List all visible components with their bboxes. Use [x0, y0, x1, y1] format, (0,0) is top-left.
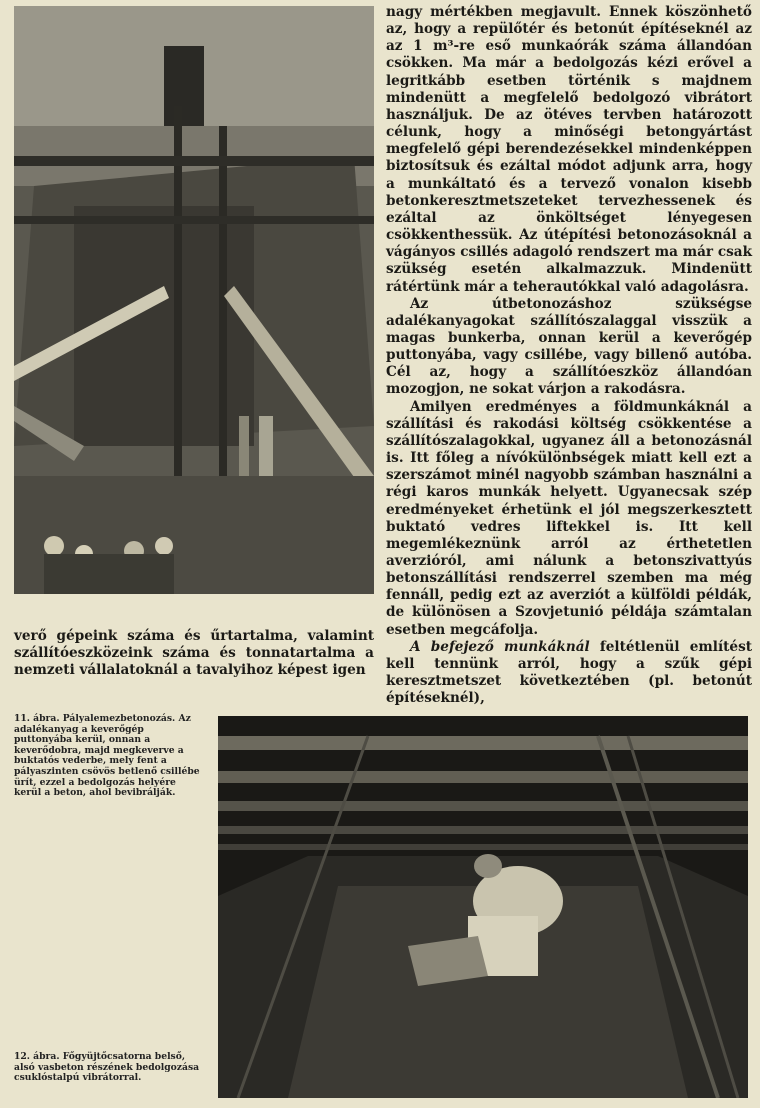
paragraph: Az útbetonozáshoz szükségse adalékanyagokat szállítószalaggal visszük a magas bunkerba, onnan kerül a keverőgép puttonyába, vagy csillébe, vagy billenő autóba. Cél az, hogy a szállítóeszköz állandóan mozogjon, ne sokat várjon a rakodásra. [386, 295, 752, 398]
paragraph-text: feltétlenül említést kell tennünk arról, hogy a szűk gépi keresztmetszet következtében (pl. betonút építéseknél), [386, 638, 752, 707]
paragraph: nagy mértékben megjavult. Ennek köszönhető az, hogy a repülőtér és betonút építéseknél az az 1 m³-re eső munkaórák száma állandóan csökken. Ma már a bedolgozás kézi erővel a legritkább esetben történik s majdnem mindenütt a megfelelő bedolgozó vibrátort használjuk. De az ötéves tervben határozott célunk, hogy a minőségi betongyártást megfelelő gépi berendezésekkel mindenképpen biztosítsuk és ezáltal módot adjunk arra, hogy a munkáltató és a tervező vonalon kisebb betonkeresztmetszeteket tervezhessenek és ezáltal az önköltséget lényegesen csökkenthessük. Az útépítési betonozásoknál a vágányos csillés adagoló rendszert ma már csak szükség esetén alkalmazzuk. Mindenütt rátértünk már a teherautókkal való adagolásra. [386, 4, 752, 295]
emphasis-text: A befejező munkáknál [410, 638, 590, 655]
photo-sewer-tunnel [218, 716, 748, 1098]
photo-concrete-tower [14, 6, 374, 594]
paragraph: Amilyen eredményes a földmunkáknál a szállítási és rakodási költség csökkentése a szállítószalagokkal, ugyanez áll a betonozásnál is. Itt főleg a nívókülönbségek miatt kell ezt a szerszámot minél nagyobb számban használni a régi karos munkák helyett. Ugyanecsak szép eredményeket érhetünk el jól megszerkesztett buktató vedres liftekkel is. Itt kell megemlékeznünk arról az érthetetlen averzióról, ami nálunk a betonszivattyús betonszállítási rendszerrel szemben ma még fennáll, pedig ezt az averziót a külföldi példák, de különösen a Szovjetunió példája számtalan esetben megcáfolja. [386, 398, 752, 638]
figure-caption-12: 12. ábra. Főgyüjtőcsatorna belső, alsó vasbeton részének bedolgozása csuklóstalpú vibrátorral. [14, 1051, 200, 1084]
article-left-continuation: verő gépeink száma és űrtartalma, valamint szállítóeszközeink száma és tonnatartalma a nemzeti vállalatoknál a tavalyihoz képest igen [14, 628, 374, 679]
article-right-column [386, 4, 752, 707]
paragraph [386, 639, 752, 708]
figure-caption-11: 11. ábra. Pályalemezbetonozás. Az adalékanyag a keverőgép puttonyába kerül, onnan a keverődobra, majd megkeverve a buktatós vederbe, mely fent a pályaszinten csövös betlenő csillébe ürít, ezzel a bedolgozás helyére kerül a beton, ahol bevibrálják. [14, 713, 200, 799]
